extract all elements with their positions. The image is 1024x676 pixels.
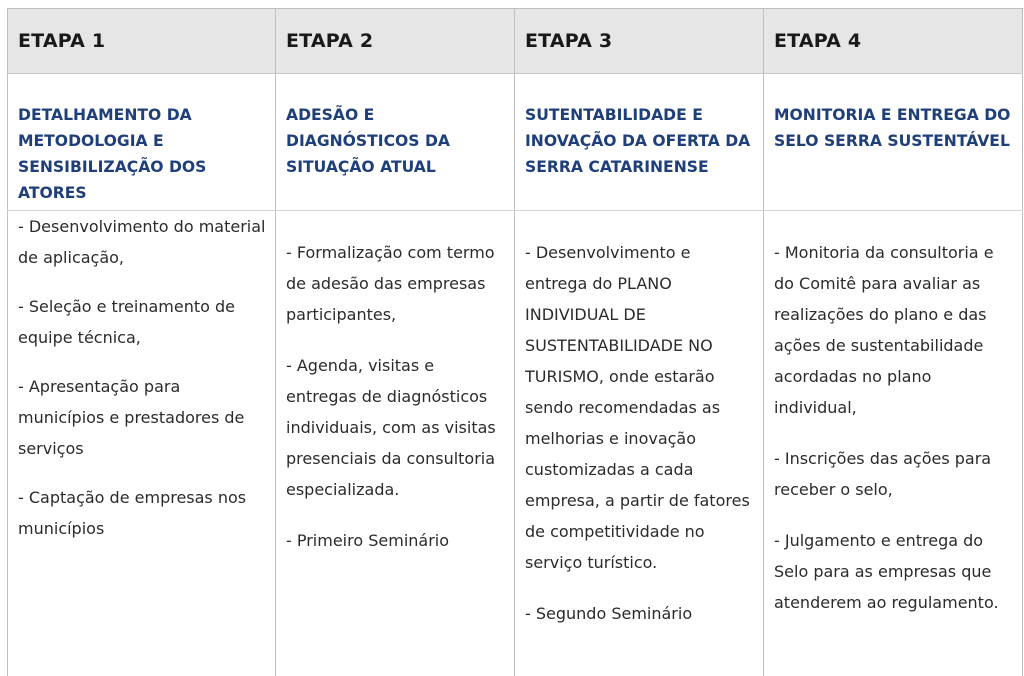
stage-3-title: SUTENTABILIDADE E INOVAÇÃO DA OFERTA DA SERRA CATARINENSE (525, 106, 751, 176)
stage-4-item: - Julgamento e entrega do Selo para as empresas que atenderem ao regulamento. (774, 531, 999, 612)
stage-2-item: - Primeiro Seminário (286, 531, 450, 550)
stage-1-title: DETALHAMENTO DA METODOLOGIA E SENSIBILIZAÇÃO DOS ATORES (18, 106, 207, 202)
stage-activities-row (8, 211, 1023, 676)
stage-4-activities (764, 211, 1023, 676)
stages-table (7, 8, 1023, 676)
stage-2-title-cell (276, 74, 515, 211)
stage-3-title-cell (515, 74, 764, 211)
stage-4-item: - Monitoria da consultoria e do Comitê para avaliar as realizações do plano e das ações de sustentabilidade acordadas no plano individual, (774, 243, 994, 417)
stage-3-header: ETAPA 3 (515, 9, 764, 74)
stage-2-title: ADESÃO E DIAGNÓSTICOS DA SITUAÇÃO ATUAL (286, 106, 450, 176)
stage-4-item: - Inscrições das ações para receber o selo, (774, 449, 992, 499)
stage-2-item: - Formalização com termo de adesão das empresas participantes, (286, 243, 495, 324)
stage-title-row (8, 74, 1023, 211)
stage-2-activities (276, 211, 515, 676)
stage-3-item: - Segundo Seminário (525, 604, 693, 623)
stage-4-title: MONITORIA E ENTREGA DO SELO SERRA SUSTENTÁVEL (774, 106, 1011, 150)
stage-1-item: - Captação de empresas nos municípios (18, 488, 247, 538)
stage-1-activities (8, 211, 276, 676)
stage-1-item: - Apresentação para municípios e prestadores de serviços (18, 377, 245, 458)
stage-3-activities (515, 211, 764, 676)
stage-1-header: ETAPA 1 (8, 9, 276, 74)
stage-2-item: - Agenda, visitas e entregas de diagnósticos individuais, com as visitas presenciais da consultoria especializada. (286, 356, 496, 499)
stage-1-item: - Seleção e treinamento de equipe técnica, (18, 297, 236, 347)
stage-2-header: ETAPA 2 (276, 9, 515, 74)
stage-header-row (8, 9, 1023, 74)
stage-1-title-cell (8, 74, 276, 211)
stage-4-header: ETAPA 4 (764, 9, 1023, 74)
stage-1-item: - Desenvolvimento do material de aplicação, (18, 217, 266, 267)
stage-4-title-cell (764, 74, 1023, 211)
stage-3-item: - Desenvolvimento e entrega do PLANO INDIVIDUAL DE SUSTENTABILIDADE NO TURISMO, onde estarão sendo recomendadas as melhorias e inovação customizadas a cada empresa, a partir de fatores de competitividade no serviço turístico. (525, 243, 750, 572)
